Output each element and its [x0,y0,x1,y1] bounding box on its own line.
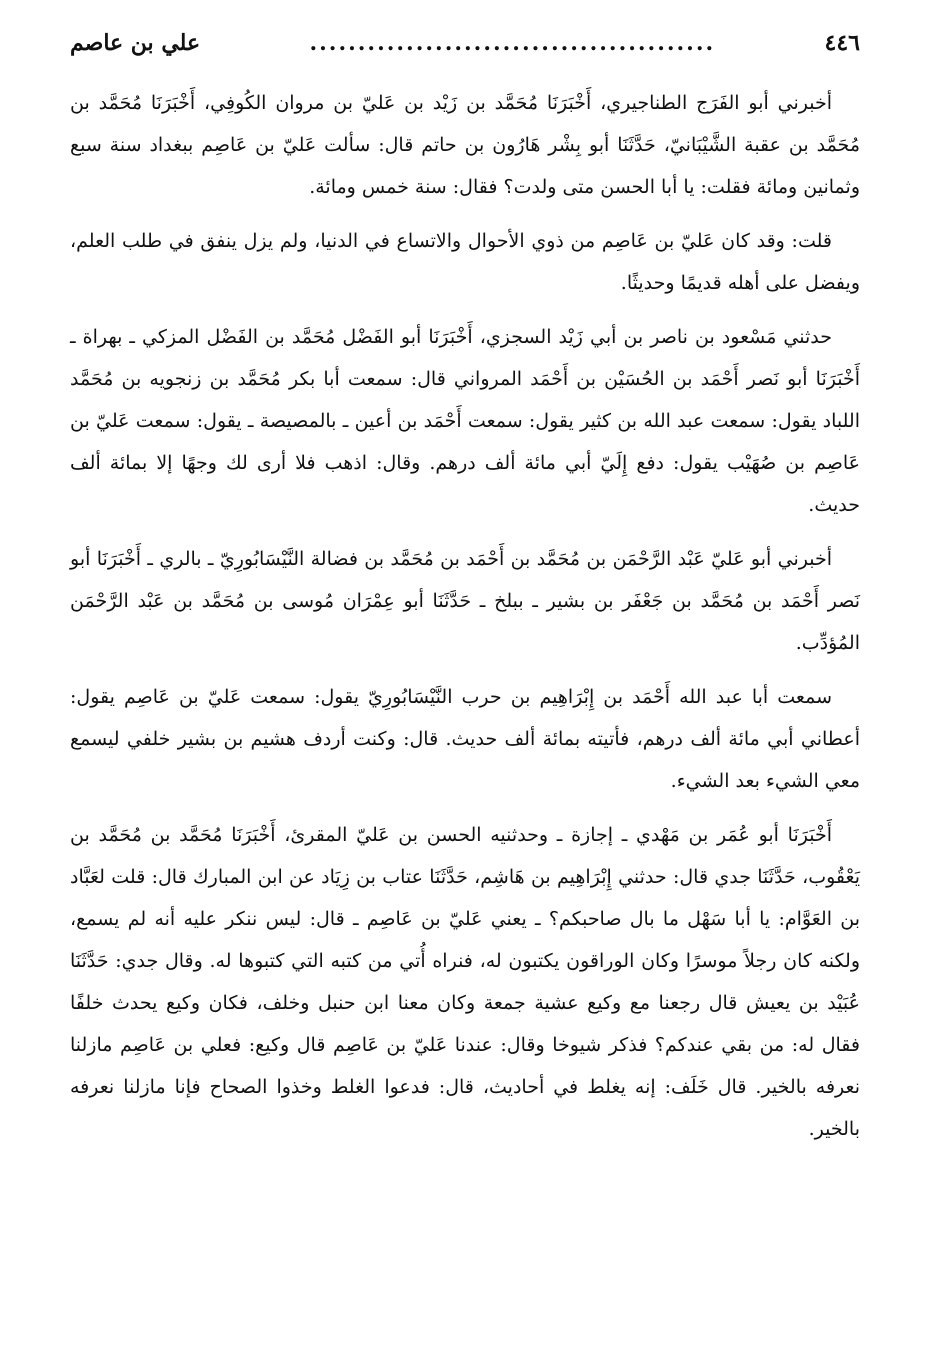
running-title: علي بن عاصم [70,30,201,56]
paragraph: سمعت أبا عبد الله أَحْمَد بن إِبْرَاهِيم بن حرب النَّيْسَابُورِيّ يقول: سمعت عَليّ بن عَاصِم يقول: أعطاني أبي مائة ألف درهم، فأتيته بمائة ألف حديث. قال: وكنت أردف هشيم بن بشير خلفي ليسمع معي الشيء بعد الشيء. [70,686,860,792]
book-page [70,30,860,1162]
paragraph: حدثني مَسْعود بن ناصر بن أبي زَيْد السجزي، أَخْبَرَنَا أبو الفَضْل مُحَمَّد بن الفَضْل المزكي ـ بهراة ـ أَخْبَرَنَا أبو نَصر أَحْمَد بن الحُسَيْن بن أَحْمَد المرواني قال: سمعت أبا بكر مُحَمَّد بن زنجويه بن مُحَمَّد اللباد يقول: سمعت عبد الله بن كثير يقول: سمعت أَحْمَد بن أعين ـ بالمصيصة ـ يقول: سمعت عَليّ بن عَاصِم بن صُهَيْب يقول: دفع إِلَيّ أبي مائة ألف درهم. وقال: اذهب فلا أرى لك وجهًا إلا بمائة ألف حديث. [70,326,860,516]
paragraph: أخبرني أبو الفَرَج الطناجيري، أَخْبَرَنَا مُحَمَّد بن زَيْد بن عَليّ بن مروان الكُوفِي، أَخْبَرَنَا مُحَمَّد بن مُحَمَّد بن عقبة الشَّيْبَانيّ، حَدَّثَنَا أبو بِشْر هَارُون بن حاتم قال: سألت عَليّ بن عَاصِم ببغداد سنة سبع وثمانين ومائة فقلت: يا أبا الحسن متى ولدت؟ فقال: سنة خمس ومائة. [70,92,860,198]
paragraph: أَخْبَرَنَا أبو عُمَر بن مَهْدي ـ إجازة ـ وحدثنيه الحسن بن عَليّ المقرئ، أَخْبَرَنَا مُحَمَّد بن مُحَمَّد بن يَعْقُوب، حَدَّثَنَا جدي قال: حدثني إِبْرَاهِيم بن هَاشِم، حَدَّثَنَا عتاب بن زِيَاد عن ابن المبارك قال: قلت لعَبَّاد بن العَوَّام: يا أبا سَهْل ما بال صاحبكم؟ ـ يعني عَليّ بن عَاصِم ـ قال: ليس ننكر عليه أنه لم يسمع، ولكنه كان رجلاً موسرًا وكان الوراقون يكتبون له، فنراه أُتي من كتبه التي كتبوها له. وقال جدي: حَدَّثَنَا عُبَيْد بن يعيش قال رجعنا مع وكيع عشية جمعة وكان معنا ابن حنبل وخلف، فكان وكيع يحدث خلفًا فقال له: من بقي عندكم؟ فذكر شيوخا وقال: عندنا عَليّ بن عَاصِم قال وكيع: فعلي بن عَاصِم مازلنا نعرفه بالخير. قال خَلَف: إنه يغلط في أحاديث، قال: فدعوا الغلط وخذوا الصحاح فإنا مازلنا نعرفه بالخير. [70,824,860,1140]
running-head [70,30,860,70]
dotted-leader: .......................................... [309,30,716,56]
body-text [70,82,860,1150]
page-number: ٤٤٦ [824,30,860,56]
paragraph: أخبرني أبو عَليّ عَبْد الرَّحْمَن بن مُحَمَّد بن أَحْمَد بن مُحَمَّد بن فضالة النَّيْسَابُورِيّ ـ بالري ـ أَخْبَرَنَا أبو نَصر أَحْمَد بن مُحَمَّد بن جَعْفَر بن بشير ـ ببلخ ـ حَدَّثَنَا أبو عِمْرَان مُوسى بن مُحَمَّد بن عَبْد الرَّحْمَن المُؤدِّب. [70,548,860,654]
paragraph: قلت: وقد كان عَليّ بن عَاصِم من ذوي الأحوال والاتساع في الدنيا، ولم يزل ينفق في طلب العلم، ويفضل على أهله قديمًا وحديثًا. [70,230,860,294]
